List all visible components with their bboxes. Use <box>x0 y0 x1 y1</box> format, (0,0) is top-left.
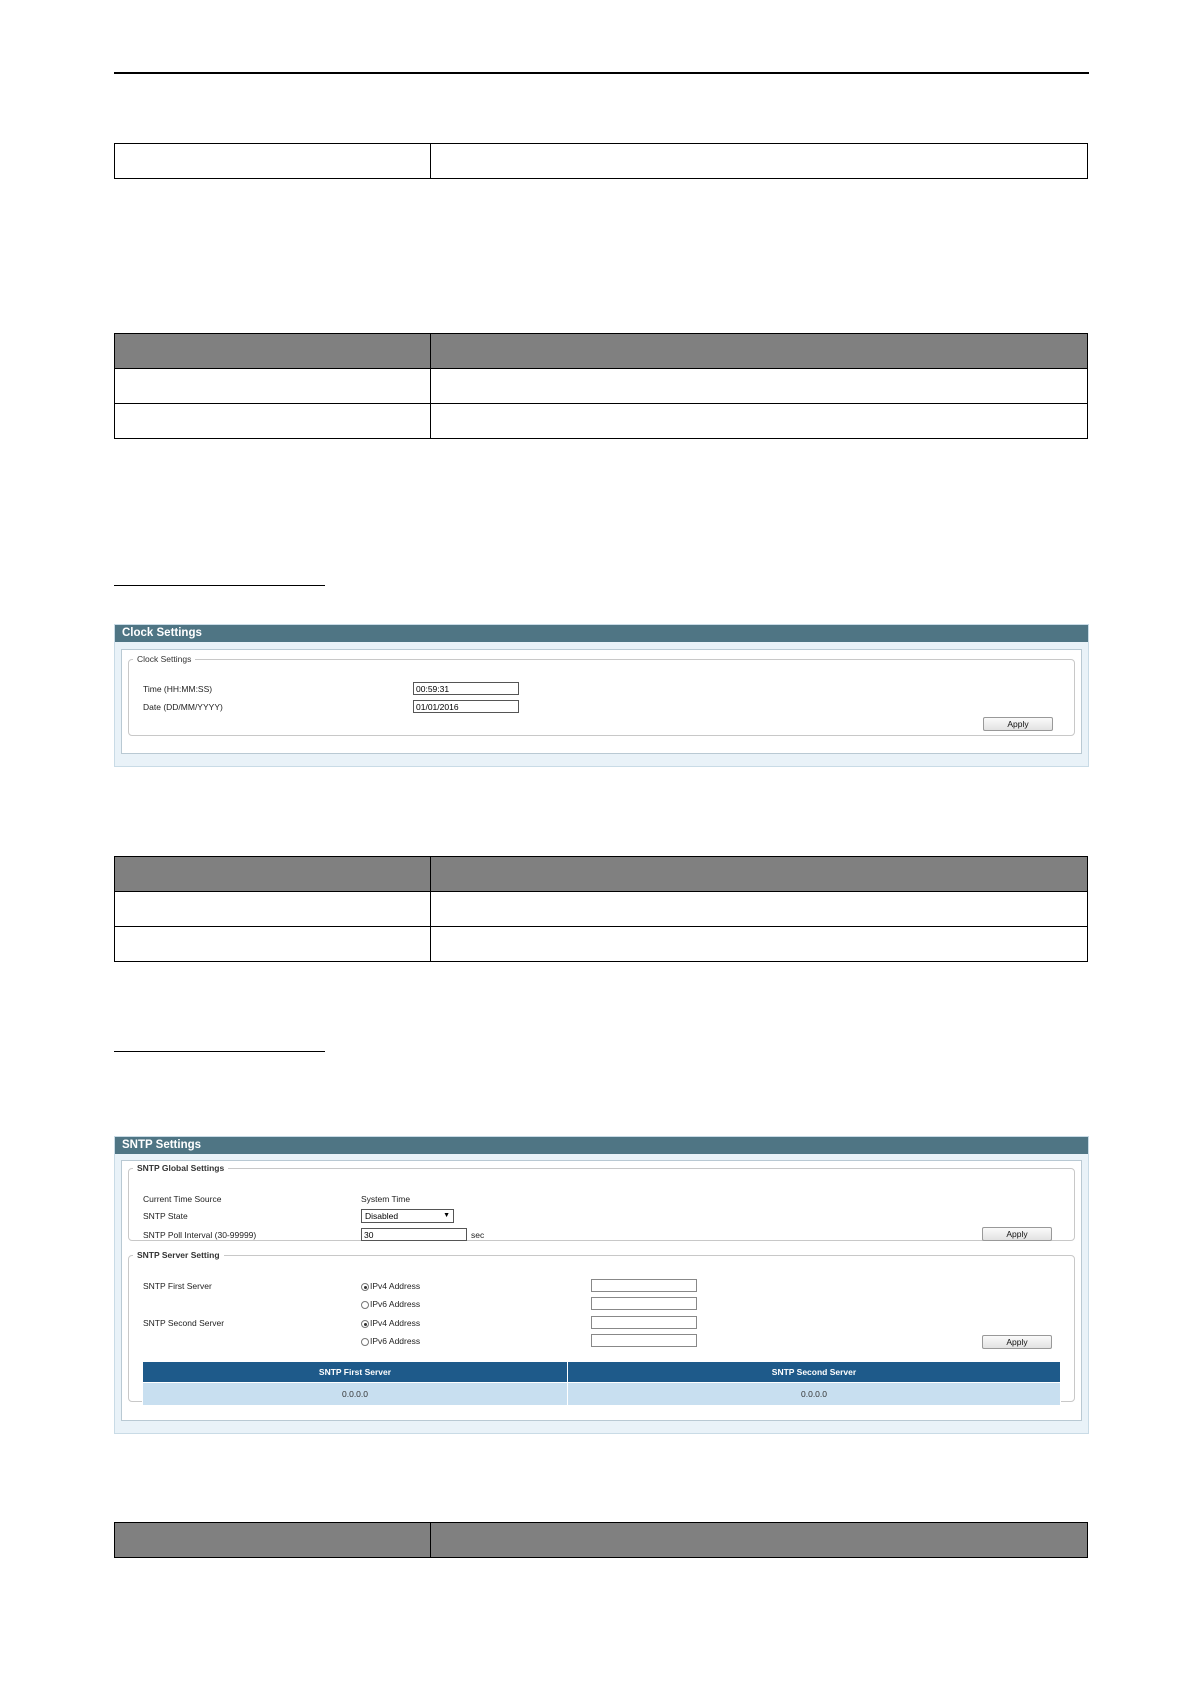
global-apply-button[interactable]: Apply <box>982 1227 1052 1241</box>
sntp-first-server-label: SNTP First Server <box>143 1281 212 1291</box>
server-apply-button[interactable]: Apply <box>982 1335 1052 1349</box>
first-server-ipv4-radio[interactable] <box>361 1283 369 1291</box>
second-server-ipv6-input[interactable] <box>591 1334 697 1347</box>
second-server-ipv4-radio[interactable] <box>361 1320 369 1328</box>
ipv4-address-label: IPv4 Address <box>370 1318 421 1328</box>
table-header-row <box>115 1523 1088 1558</box>
sntp-second-server-label: SNTP Second Server <box>143 1318 225 1328</box>
column-header-first-server: SNTP First Server <box>143 1362 568 1383</box>
sntp-poll-interval-label: SNTP Poll Interval (30-99999) <box>143 1230 257 1240</box>
header-rule <box>114 72 1089 74</box>
column-header-second-server: SNTP Second Server <box>568 1362 1061 1383</box>
first-server-ipv4-input[interactable] <box>591 1279 697 1292</box>
table-row <box>115 144 1088 179</box>
doc-table-2 <box>114 333 1088 439</box>
panel-title: Clock Settings <box>115 625 1088 642</box>
current-time-source-value: System Time <box>361 1194 411 1204</box>
sntp-server-table <box>142 1361 1061 1406</box>
doc-table-3 <box>114 856 1088 962</box>
ipv4-address-label: IPv4 Address <box>370 1281 421 1291</box>
section-rule-1 <box>114 585 325 586</box>
panel-title: SNTP Settings <box>115 1137 1088 1154</box>
ipv6-address-label: IPv6 Address <box>370 1336 421 1346</box>
doc-table-4 <box>114 1522 1088 1558</box>
table-row <box>115 892 1088 927</box>
table-row <box>115 404 1088 439</box>
poll-unit-label: sec <box>471 1230 485 1240</box>
current-time-source-label: Current Time Source <box>143 1194 222 1204</box>
second-server-ipv6-radio[interactable] <box>361 1338 369 1346</box>
dropdown-arrow-icon: ▼ <box>443 1212 450 1219</box>
group-legend: SNTP Server Setting <box>137 1250 220 1260</box>
time-label: Time (HH:MM:SS) <box>143 684 213 694</box>
section-rule-2 <box>114 1051 325 1052</box>
group-legend: SNTP Global Settings <box>137 1163 225 1173</box>
clock-settings-group <box>128 654 1075 736</box>
sntp-global-settings-group <box>128 1163 1075 1241</box>
second-server-ipv4-input[interactable] <box>591 1316 697 1329</box>
group-legend: Clock Settings <box>137 654 192 664</box>
date-input[interactable]: 01/01/2016 <box>413 700 519 713</box>
second-server-value: 0.0.0.0 <box>568 1383 1061 1406</box>
doc-table-1 <box>114 143 1088 179</box>
date-label: Date (DD/MM/YYYY) <box>143 702 223 712</box>
sntp-state-select[interactable]: Disabled ▼ <box>361 1209 454 1223</box>
table-row <box>143 1383 1061 1406</box>
apply-button[interactable]: Apply <box>983 717 1053 731</box>
first-server-ipv6-radio[interactable] <box>361 1301 369 1309</box>
clock-settings-panel <box>114 624 1089 767</box>
first-server-ipv6-input[interactable] <box>591 1297 697 1310</box>
first-server-value: 0.0.0.0 <box>143 1383 568 1406</box>
sntp-state-label: SNTP State <box>143 1211 188 1221</box>
time-input[interactable]: 00:59:31 <box>413 682 519 695</box>
table-row <box>115 927 1088 962</box>
sntp-poll-interval-input[interactable]: 30 <box>361 1228 467 1241</box>
table-row <box>115 369 1088 404</box>
table-header-row <box>115 334 1088 369</box>
ipv6-address-label: IPv6 Address <box>370 1299 421 1309</box>
table-header-row <box>115 857 1088 892</box>
sntp-settings-panel <box>114 1136 1089 1434</box>
